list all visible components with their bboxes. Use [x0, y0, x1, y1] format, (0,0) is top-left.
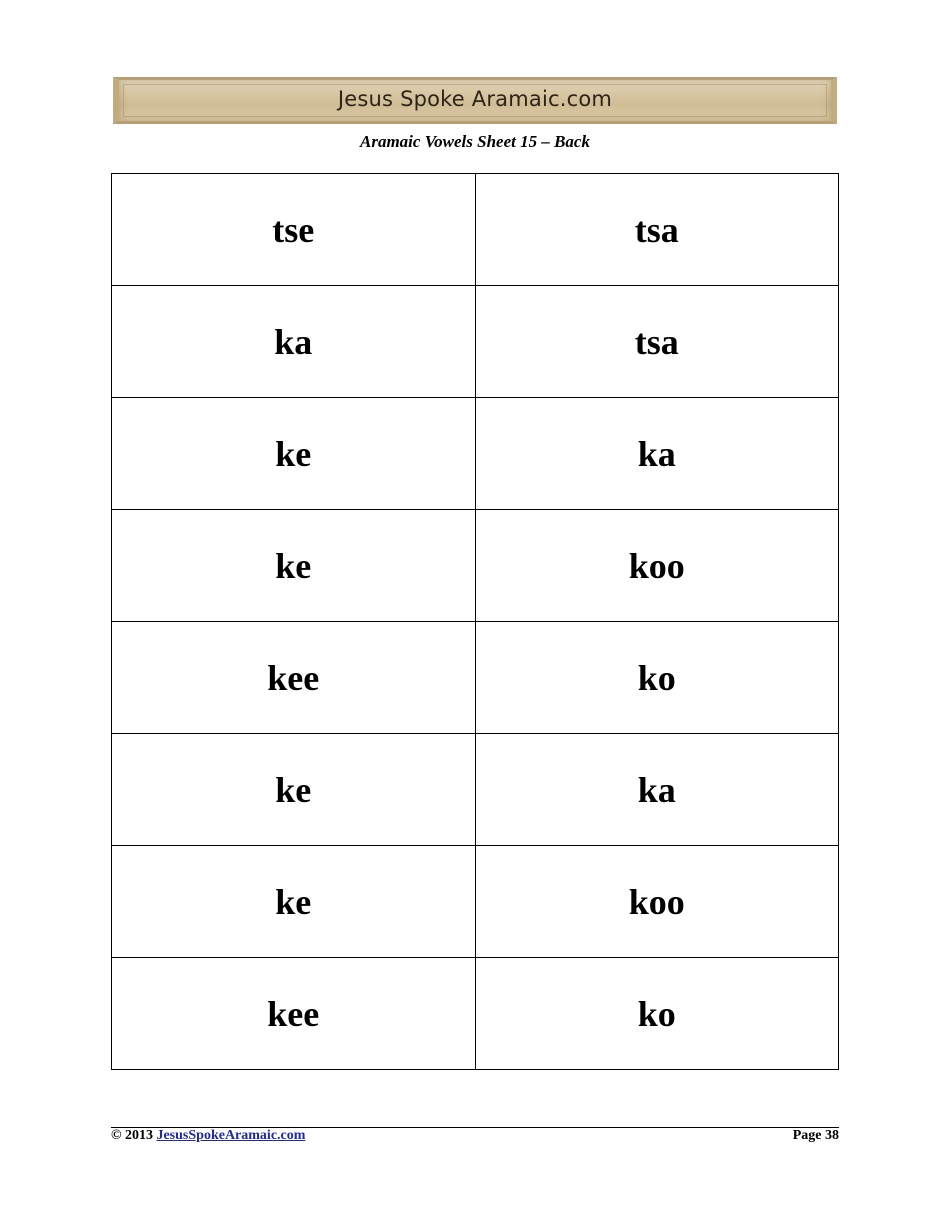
card-cell: koo: [475, 846, 839, 958]
card-row: [112, 958, 839, 1070]
card-cell: tsa: [475, 174, 839, 286]
card-row: [112, 510, 839, 622]
card-row: [112, 622, 839, 734]
banner-title: Jesus Spoke Aramaic.com: [337, 86, 613, 111]
card-cell: ke: [112, 734, 476, 846]
card-cell: tse: [112, 174, 476, 286]
card-cell: kee: [112, 622, 476, 734]
page-number: Page 38: [792, 1128, 839, 1143]
card-row: [112, 286, 839, 398]
site-link[interactable]: JesusSpokeAramaic.com: [156, 1128, 306, 1143]
card-cell: ko: [475, 958, 839, 1070]
footer-copyright: [111, 1128, 305, 1144]
sheet-title: Aramaic Vowels Sheet 15 – Back: [360, 132, 590, 151]
card-row: [112, 846, 839, 958]
card-cell: ka: [475, 734, 839, 846]
card-cell: ka: [475, 398, 839, 510]
card-row: [112, 398, 839, 510]
card-cell: ke: [112, 510, 476, 622]
card-cell: ke: [112, 398, 476, 510]
card-row: [112, 734, 839, 846]
card-cell: koo: [475, 510, 839, 622]
card-cell: tsa: [475, 286, 839, 398]
card-row: [112, 174, 839, 286]
site-banner: [113, 77, 837, 124]
card-cell: ke: [112, 846, 476, 958]
card-cell: ko: [475, 622, 839, 734]
card-cell: kee: [112, 958, 476, 1070]
card-cell: ka: [112, 286, 476, 398]
flashcard-grid: [111, 173, 839, 1070]
copyright-text: © 2013: [111, 1128, 153, 1143]
